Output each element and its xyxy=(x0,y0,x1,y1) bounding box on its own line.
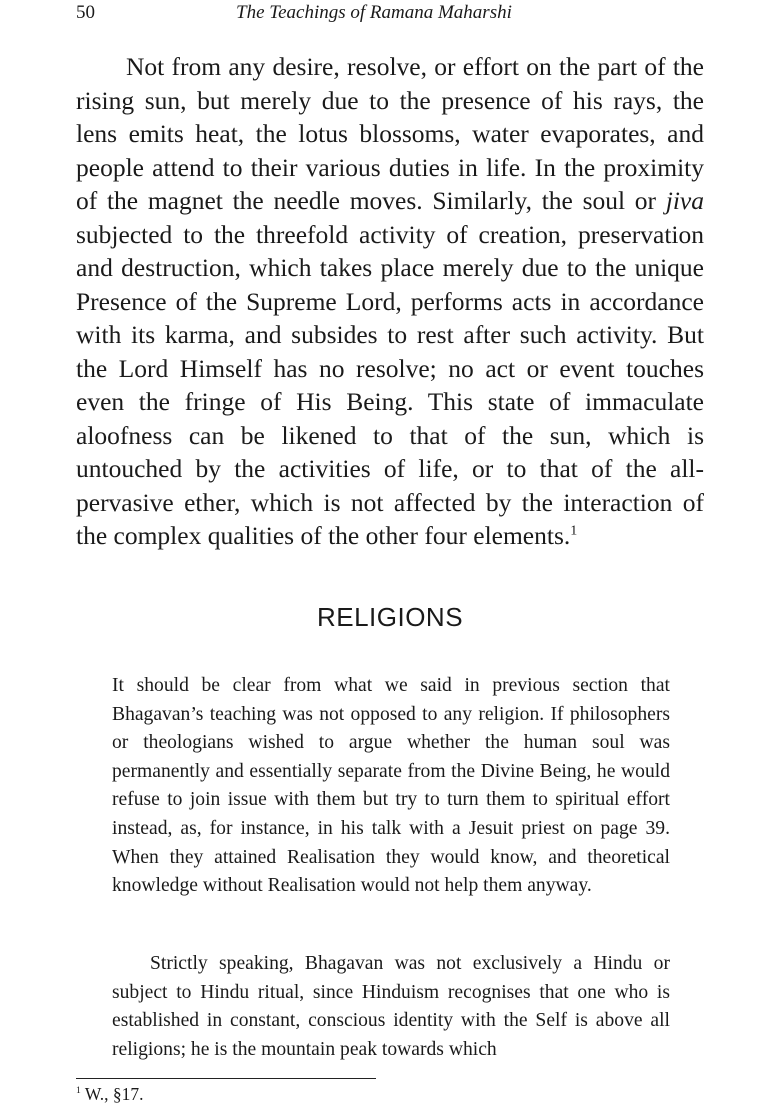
footnote-marker: 1 xyxy=(76,1085,81,1097)
section-heading: RELIGIONS xyxy=(316,602,464,632)
footnote-divider xyxy=(76,1078,376,1079)
main-paragraph-text-1: Not from any desire, resolve, or effort on the part of the rising sun, but merely due to the presence of his rays, the lens emits heat, the lotus blossoms, water evaporates, and people attend to their various duties in life. In the proximity of the magnet the needle moves. Similarly, the soul or xyxy=(76,52,704,215)
footnote xyxy=(76,1083,144,1105)
page-number: 50 xyxy=(76,2,95,23)
running-title: The Teachings of Ramana Maharshi xyxy=(236,2,512,23)
main-paragraph-text-2: subjected to the threefold activity of creation, preservation and destruction, which takes place merely due to the unique Presence of the Supreme Lord, performs acts in accordance with its karma, and subsides to rest after such activity. But the Lord Himself has no resolve; no act or event touches even the fringe of His Being. This state of immaculate aloofness can be likened to that of the sun, which is untouched by the activities of life, or to that of the all-pervasive ether, which is not affected by the interaction of the complex qualities of the other four elements. xyxy=(76,219,704,550)
footnote-text: W., §17. xyxy=(80,1084,144,1104)
quote-paragraph-2: Strictly speaking, Bhagavan was not exclusively a Hindu or subject to Hindu ritual, since Hinduism recognises that one who is established in constant, conscious identity with the Self is above all religions; he is the mountain peak towards which xyxy=(112,953,670,1060)
italic-term-jiva: jiva xyxy=(665,186,704,215)
footnote-reference: 1 xyxy=(570,523,578,539)
running-head xyxy=(76,2,704,24)
main-paragraph xyxy=(76,50,704,553)
quote-paragraph-1: It should be clear from what we said in previous section that Bhagavan’s teaching was not opposed to any religion. If philosophers or theologians wished to argue whether the human soul was permanently and essentially separate from the Divine Being, he would refuse to join issue with them but try to turn them to spiritual effort instead, as, for instance, in his talk with a Jesuit priest on page 39. When they attained Realisation they would know, and theoretical knowledge without Realisation would not help them anyway. xyxy=(112,675,670,897)
